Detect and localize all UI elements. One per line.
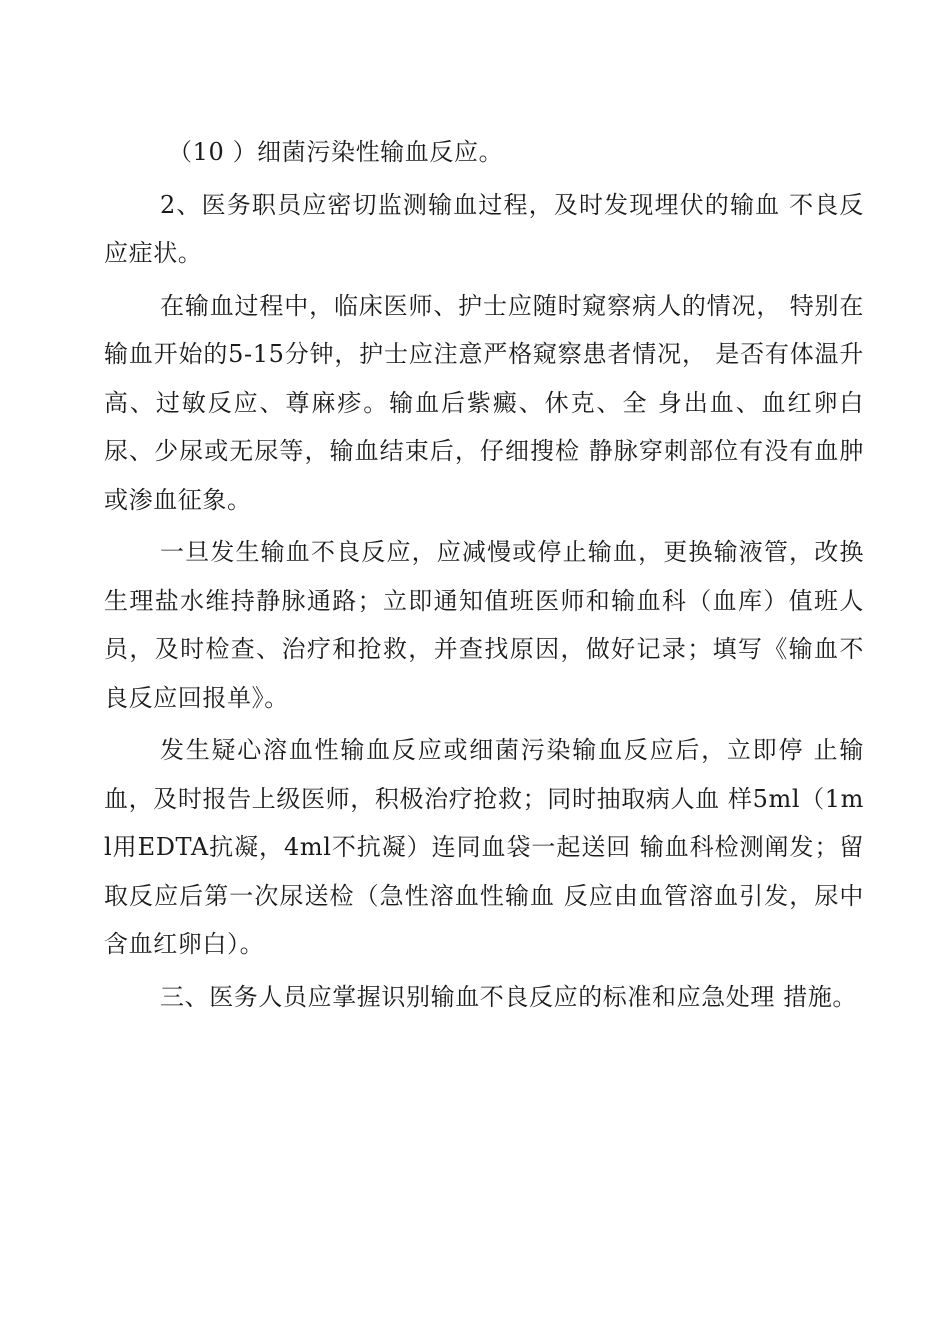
paragraph-standards: 三、医务人员应掌握识别输血不良反应的标准和应急处理 措施。 bbox=[160, 982, 858, 1011]
paragraph-hemolytic-reaction: 发生疑心溶血性输血反应或细菌污染输血反应后，立即停 止输血，及时报告上级医师，积极治疗抢救；同时抽取病人血 样5ml（1ml用EDTA抗凝，4ml不抗凝）连同血袋一起送回 输血科检测阐发；留取反应后第一次尿送检（急性溶血性输血 反应由血管溶血引发，尿中含血红卵白）。 bbox=[104, 736, 864, 958]
document-body bbox=[104, 128, 864, 1025]
paragraph-monitoring: 2、医务职员应密切监测输血过程，及时发现埋伏的输血 不良反应症状。 bbox=[104, 190, 864, 267]
paragraph-observation: 在输血过程中，临床医师、护士应随时窥察病人的情况， 特别在输血开始的5-15分钟，护士应注意严格窥察患者情况， 是否有体温升高、过敏反应、尊麻疹。输血后紫癜、休克、全 身出血、血红卵白尿、少尿或无尿等，输血结束后，仔细搜检 静脉穿刺部位有没有血肿或渗血征象。 bbox=[104, 291, 864, 514]
paragraph-response-steps: 一旦发生输血不良反应，应减慢或停止输血，更换输液管，改换生理盐水维持静脉通路；立即通知值班医师和输血科（血库）值班人员，及时检查、治疗和抢救，并查找原因，做好记录；填写《输血不良反应回报单》。 bbox=[104, 538, 864, 712]
paragraph-bacterial-contamination: （10 ）细菌污染性输血反应。 bbox=[168, 138, 504, 166]
